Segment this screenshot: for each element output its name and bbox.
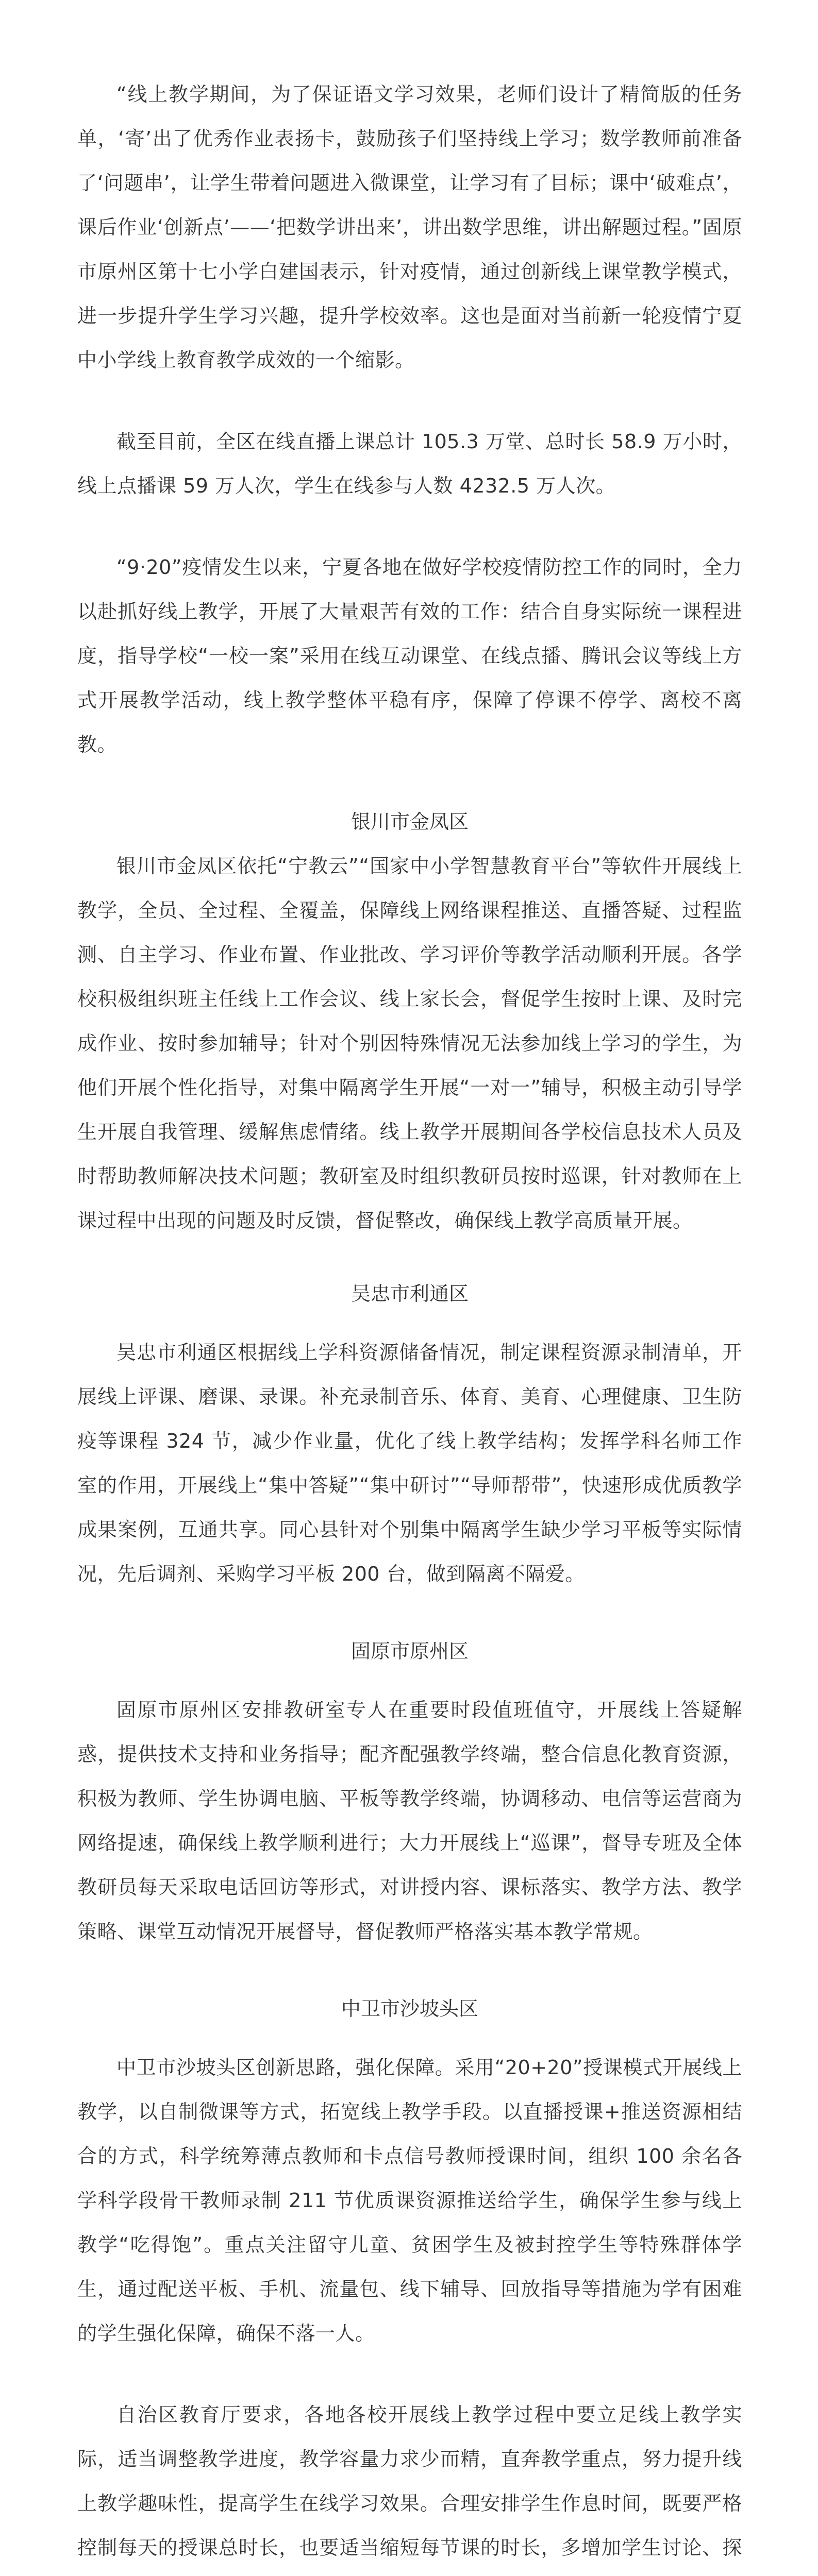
section-heading-shapotou: 中卫市沙坡头区: [341, 1997, 478, 2020]
section-heading-yuanzhou: 固原市原州区: [350, 1640, 469, 1663]
intro-paragraph-statistics: 截至目前，全区在线直播上课总计 105.3 万堂、总时长 58.9 万小时，线上点播课 59 万人次，学生在线参与人数 4232.5 万人次。: [77, 430, 742, 497]
section-heading-litong: 吴忠市利通区: [350, 1282, 469, 1305]
intro-paragraph-overview: “9·20”疫情发生以来，宁夏各地在做好学校疫情防控工作的同时，全力以赴抓好线上教学，开展了大量艰苦有效的工作：结合自身实际统一课程进度，指导学校“一校一案”采用在线互动课堂、在线点播、腾讯会议等线上方式开展教学活动，线上教学整体平稳有序，保障了停课不停学、离校不离教。: [77, 556, 742, 756]
section-paragraph-jinfeng: 银川市金凤区依托“宁教云”“国家中小学智慧教育平台”等软件开展线上教学，全员、全过程、全覆盖，保障线上网络课程推送、直播答疑、过程监测、自主学习、作业布置、作业批改、学习评价等教学活动顺利开展。各学校积极组织班主任线上工作会议、线上家长会，督促学生按时上课、及时完成作业、按时参加辅导；针对个别因特殊情况无法参加线上学习的学生，为他们开展个性化指导，对集中隔离学生开展“一对一”辅导，积极主动引导学生开展自我管理、缓解焦虑情绪。线上教学开展期间各学校信息技术人员及时帮助教师解决技术问题；教研室及时组织教研员按时巡课，针对教师在上课过程中出现的问题及时反馈，督促整改，确保线上教学高质量开展。: [77, 855, 742, 1232]
intro-paragraph-quote: “线上教学期间，为了保证语文学习效果，老师们设计了精简版的任务单，‘寄’出了优秀作业表扬卡，鼓励孩子们坚持线上学习；数学教师前准备了‘问题串’，让学生带着问题进入微课堂，让学习有了目标；课中‘破难点’，课后作业‘创新点’——‘把数学讲出来’，讲出数学思维，讲出解题过程。”固原市原州区第十七小学白建国表示，针对疫情，通过创新线上课堂教学模式，进一步提升学生学习兴趣，提升学校效率。这也是面对当前新一轮疫情宁夏中小学线上教育教学成效的一个缩影。: [77, 83, 742, 371]
section-paragraph-shapotou: 中卫市沙坡头区创新思路，强化保障。采用“20+20”授课模式开展线上教学，以自制微课等方式，拓宽线上教学手段。以直播授课+推送资源相结合的方式，科学统筹薄点教师和卡点信号教师授课时间，组织 100 余名各学科学段骨干教师录制 211 节优质课资源推送给学生，确保学生参与线上教学“吃得饱”。重点关注留守儿童、贫困学生及被封控学生等特殊群体学生，通过配送平板、手机、流量包、线下辅导、回放指导等措施为学有困难的学生强化保障，确保不落一人。: [77, 2056, 742, 2345]
closing-paragraph: 自治区教育厅要求，各地各校开展线上教学过程中要立足线上教学实际，适当调整教学进度，教学容量力求少而精，直奔教学重点，努力提升线上教学趣味性，提高学生在线学习效果。合理安排学生作息时间，既要严格控制每天的授课总时长，也要适当缩短每节课的时长，多增加学生讨论、探: [77, 2403, 742, 2559]
section-paragraph-litong: 吴忠市利通区根据线上学科资源储备情况，制定课程资源录制清单，开展线上评课、磨课、录课。补充录制音乐、体育、美育、心理健康、卫生防疫等课程 324 节，减少作业量，优化了线上教学结构；发挥学科名师工作室的作用，开展线上“集中答疑”“集中研讨”“导师帮带”，快速形成优质教学成果案例，互通共享。同心县针对个别集中隔离学生缺少学习平板等实际情况，先后调剂、采购学习平板 200 台，做到隔离不隔爱。: [77, 1341, 742, 1585]
section-paragraph-yuanzhou: 固原市原州区安排教研室专人在重要时段值班值守，开展线上答疑解惑，提供技术支持和业务指导；配齐配强教学终端，整合信息化教育资源，积极为教师、学生协调电脑、平板等教学终端，协调移动、电信等运营商为网络提速，确保线上教学顺利进行；大力开展线上“巡课”，督导专班及全体教研员每天采取电话回访等形式，对讲授内容、课标落实、教学方法、教学策略、课堂互动情况开展督导，督促教师严格落实基本教学常规。: [77, 1699, 742, 1943]
article-body: [77, 0, 742, 2576]
section-heading-jinfeng: 银川市金凤区: [350, 810, 469, 833]
